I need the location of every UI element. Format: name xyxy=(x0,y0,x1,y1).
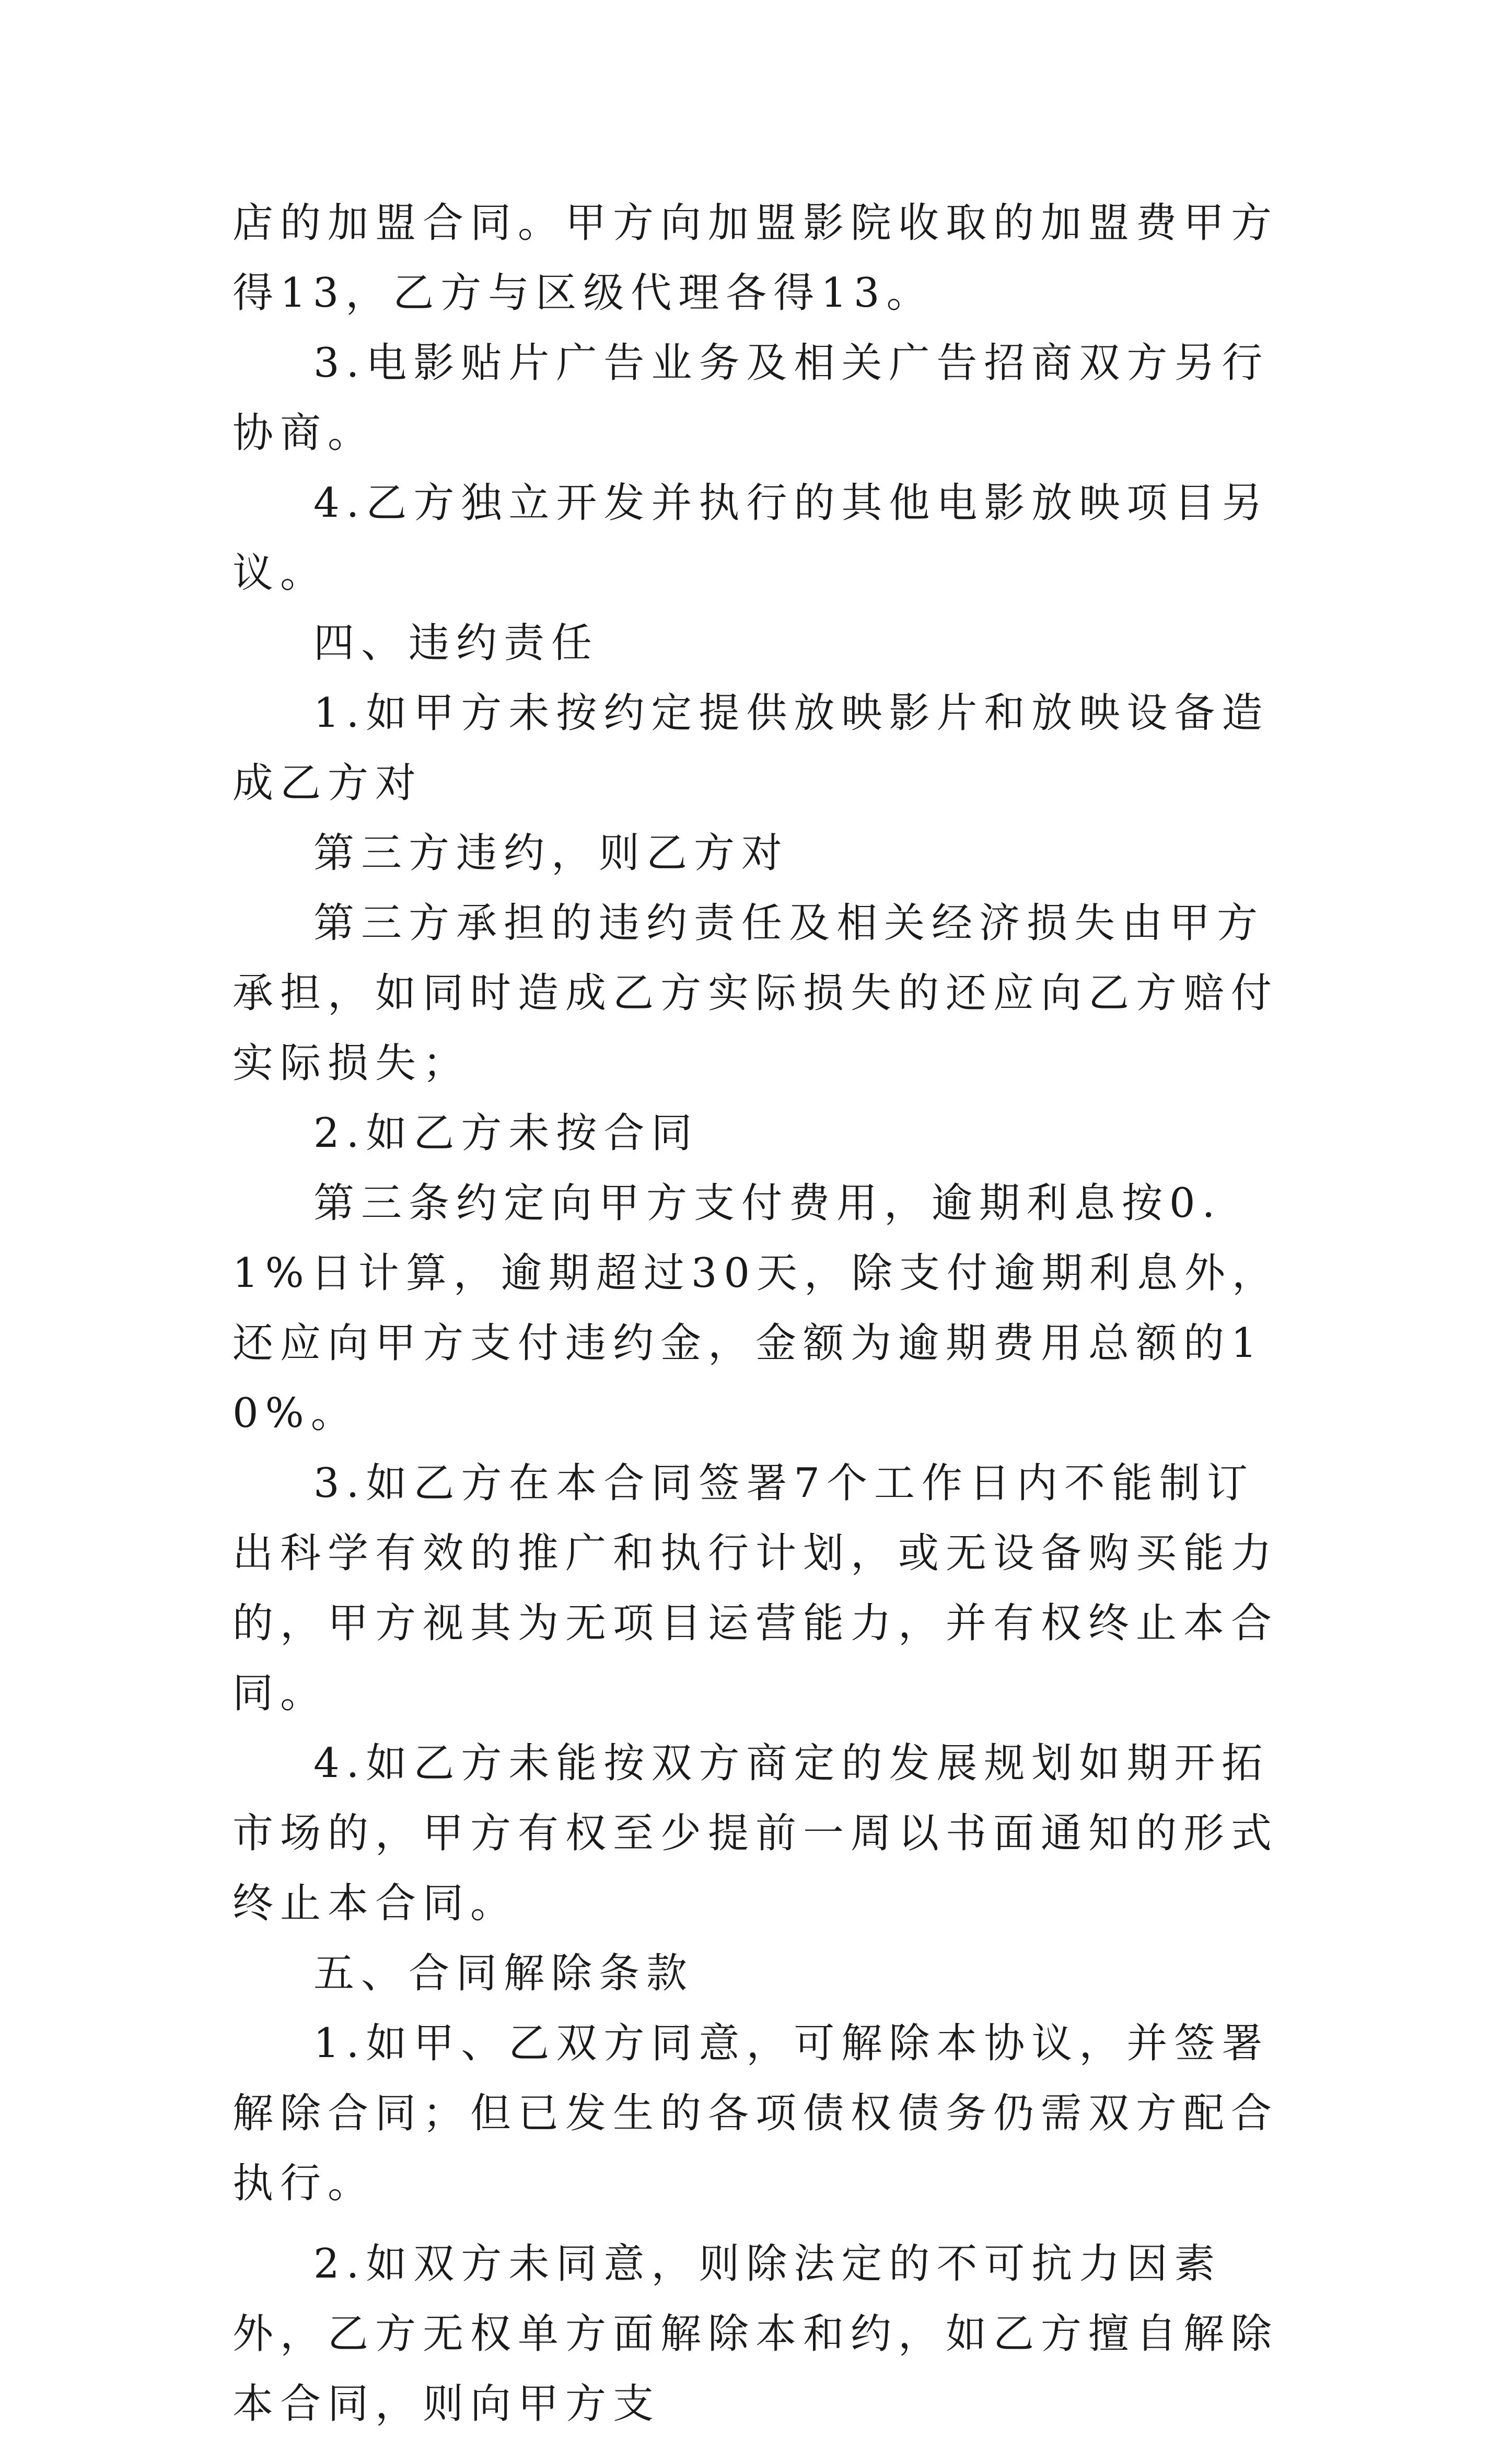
paragraph-9: 第三条约定向甲方支付费用，逾期利息按0.1%日计算，逾期超过30天，除支付逾期利息外，还应向甲方支付违约金，金额为逾期费用总额的10%。 xyxy=(232,1180,1280,1437)
paragraph-13: 1.如甲、乙双方同意，可解除本协议，并签署解除合同；但已发生的各项债权债务仍需双方配合执行。 xyxy=(232,2020,1279,2207)
section-heading-breach: 四、违约责任 xyxy=(313,620,599,667)
paragraph-10: 3.如乙方在本合同签署7个工作日内不能制订出科学有效的推广和执行计划，或无设备购买能力的，甲方视其为无项目运营能力，并有权终止本合同。 xyxy=(232,1460,1279,1717)
paragraph-5: 1.如甲方未按约定提供放映影片和放映设备造成乙方对 xyxy=(232,690,1270,807)
paragraph-7: 第三方承担的违约责任及相关经济损失由甲方承担，如同时造成乙方实际损失的还应向乙方赔付实际损失； xyxy=(232,900,1279,1087)
paragraph-11: 4.如乙方未能按双方商定的发展规划如期开拓市场的，甲方有权至少提前一周以书面通知的形式终止本合同。 xyxy=(232,1740,1279,1927)
section-heading-termination: 五、合同解除条款 xyxy=(313,1950,694,1997)
document-body xyxy=(232,188,1283,2439)
paragraph-1: 店的加盟合同。甲方向加盟影院收取的加盟费甲方得13，乙方与区级代理各得13。 xyxy=(232,200,1279,317)
paragraph-6: 第三方违约，则乙方对 xyxy=(313,830,789,877)
paragraph-8: 2.如乙方未按合同 xyxy=(313,1110,699,1157)
paragraph-3: 4.乙方独立开发并执行的其他电影放映项目另议。 xyxy=(232,480,1270,597)
paragraph-2: 3.电影贴片广告业务及相关广告招商双方另行协商。 xyxy=(232,340,1270,457)
paragraph-14: 2.如双方未同意，则除法定的不可抗力因素外，乙方无权单方面解除本和约，如乙方擅自解除本合同，则向甲方支 xyxy=(232,2240,1279,2428)
